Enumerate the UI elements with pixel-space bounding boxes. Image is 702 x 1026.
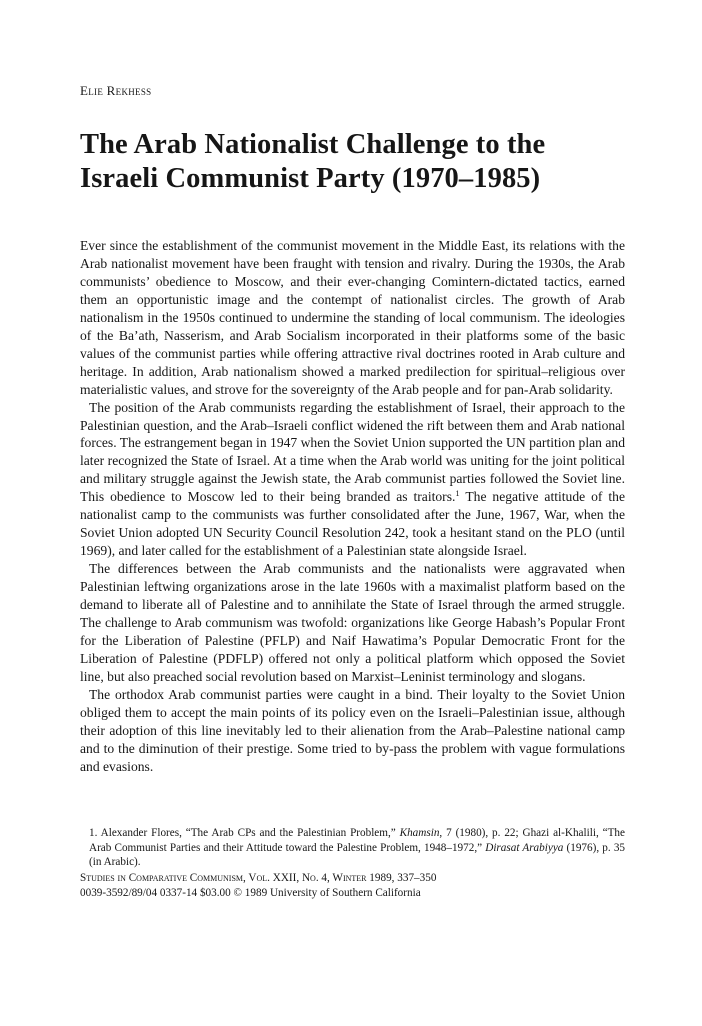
footnote-text-a: Alexander Flores, “The Arab CPs and the Palestinian Problem,” — [100, 827, 400, 839]
journal-citation: Studies in Comparative Communism, Vol. XXII, No. 4, Winter 1989, 337–350 — [80, 872, 437, 884]
body-paragraph-1: Ever since the establishment of the communist movement in the Middle East, its relations with the Arab nationalist movement have been fraught with tension and rivalry. During the 1930s, the Arab communists’ obedience to Moscow, and their ever-changing Comintern-dictated tactics, earned them an opportunistic image and the contempt of nationalist circles. The growth of Arab nationalism in the 1950s continued to undermine the standing of local communism. The ideologies of the Ba’ath, Nasserism, and Arab Socialism incorporated in their platforms some of the basic values of the communist parties while offering attractive rival doctrines rooted in Arab culture and heritage. In addition, Arab nationalism showed a marked predilection for spiritual–religious over materialistic values, and strove for the sovereignty of the Arab people and for pan-Arab solidarity. — [80, 238, 625, 397]
footnote-reference-1[interactable]: 1 — [455, 488, 460, 499]
footnote-journal-dirasat: Dirasat Arabiyya — [485, 841, 564, 854]
footnote-text-c: (1976), p. 35 (in Arabic). — [89, 841, 626, 869]
footnote-number: 1. — [89, 827, 101, 839]
article-title-line-1: The Arab Nationalist Challenge to the — [80, 129, 546, 160]
article-title-line-2: Israeli Communist Party (1970–1985) — [80, 163, 541, 194]
footnote-journal-khamsin: Khamsin — [399, 827, 440, 839]
footnote-1 — [80, 826, 625, 870]
body-paragraph-2 — [80, 399, 625, 561]
article-title — [80, 128, 625, 196]
body-paragraph-2-continuation: The negative attitude of the nationalist camp to the communists was further consolidated after the June, 1967, War, when the Soviet Union adopted UN Security Council Resolution 242, took a hesitant stand on the PLO (until 1969), and later called for the establishment of a Palestinian state alongside Israel. — [80, 489, 626, 559]
body-paragraph-2-text: The position of the Arab communists regarding the establishment of Israel, their approach to the Palestinian question, and the Arab–Israeli conflict widened the rift between them and Arab national forces. The estrangement began in 1947 when the Soviet Union supported the UN partition plan and later recognized the State of Israel. At a time when the Arab world was uniting for the joint political and military struggle against the Jewish state, the Arab communist parties followed the Soviet line. This obedience to Moscow led to their being branded as traitors. — [80, 399, 625, 505]
body-paragraph-3: The differences between the Arab communists and the nationalists were aggravated when Palestinian leftwing organizations arose in the late 1960s with a maximalist platform based on the demand to liberate all of Palestine and to annihilate the State of Israel through the armed struggle. The challenge to Arab communism was twofold: organizations like George Habash’s Popular Front for the Liberation of Palestine (PFLP) and Naif Hawatima’s Popular Democratic Front for the Liberation of Palestine (PDFLP) offered not only a political platform which opposed the Soviet line, but also preached social revolution based on Marxist–Leninist terminology and slogans. — [80, 561, 625, 684]
journal-info — [80, 871, 625, 900]
article-body — [80, 237, 625, 776]
body-paragraph-4: The orthodox Arab communist parties were caught in a bind. Their loyalty to the Soviet Union obliged them to accept the main points of its policy even on the Israeli–Palestinian issue, although their adoption of this line inevitably led to their alienation from the Arab–Palestine national camp and to the diminution of their prestige. Some tried to by-pass the problem with vague formulations and evasions. — [80, 686, 625, 774]
footnote-1-content — [80, 826, 625, 870]
author-name: Elie Rekhess — [80, 83, 152, 98]
footnote-text-b: , 7 (1980), p. 22; Ghazi al-Khalili, “The Arab Communist Parties and their Attitude toward the Palestine Problem, 1948–1972,” — [89, 827, 625, 854]
journal-copyright: 0039-3592/89/04 0337-14 $03.00 © 1989 University of Southern California — [80, 886, 421, 899]
